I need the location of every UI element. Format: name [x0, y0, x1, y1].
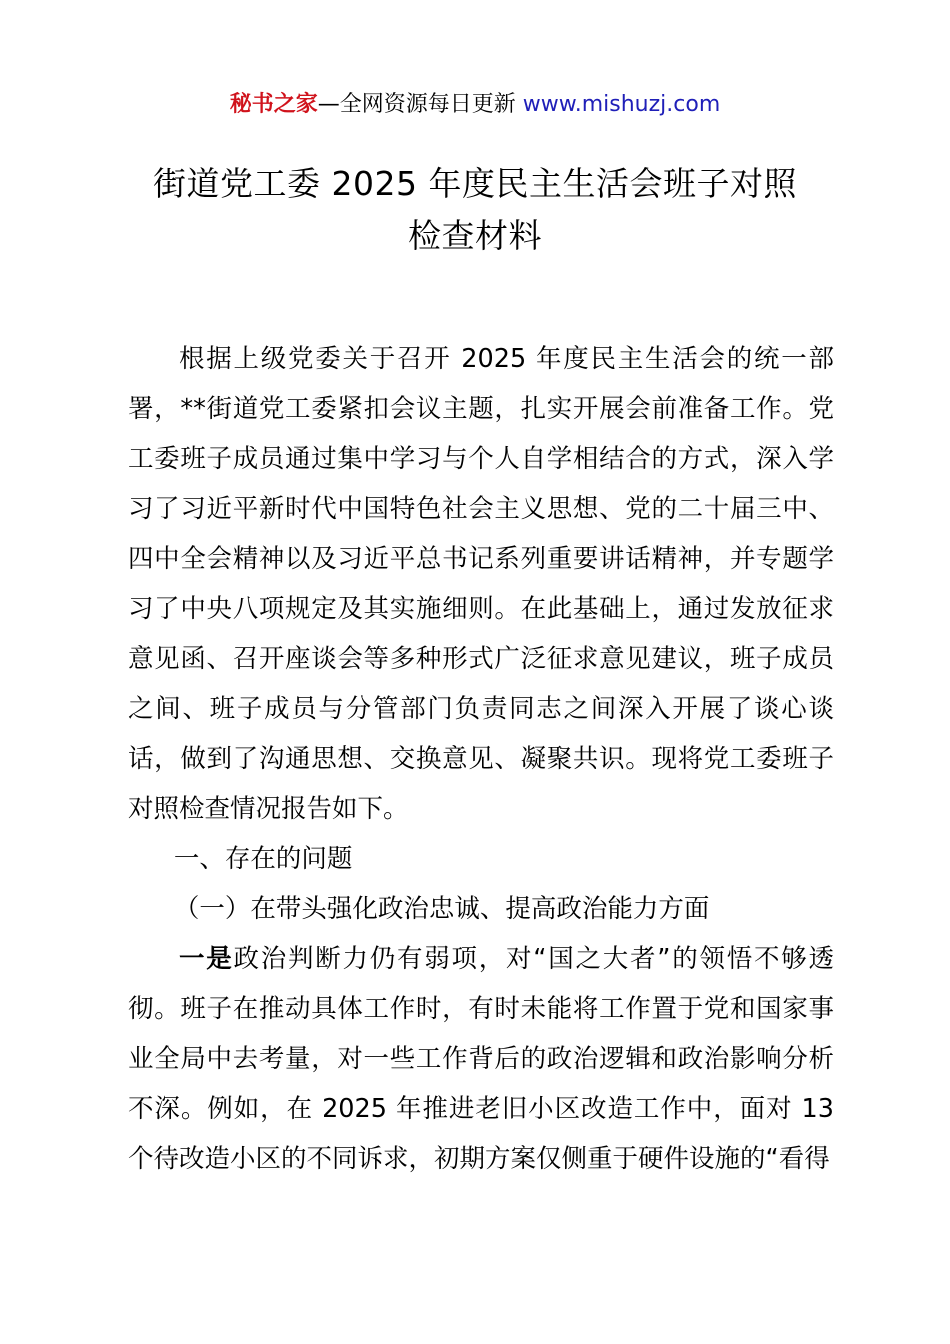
document-title — [80, 158, 870, 262]
subsection-heading: （一）在带头强化政治忠诚、提高政治能力方面 — [173, 894, 710, 924]
point-lead: 一是 — [179, 944, 234, 974]
header-tagline: —全网资源每日更新 — [317, 92, 516, 117]
title-line-1: 街道党工委 2025 年度民主生活会班子对照 — [153, 164, 797, 203]
watermark-header — [0, 88, 950, 122]
section-heading: 一、存在的问题 — [173, 844, 353, 874]
intro-paragraph: 根据上级党委关于召开 2025 年度民主生活会的统一部署，**街道党工委紧扣会议主题，扎实开展会前准备工作。党工委班子成员通过集中学习与个人自学相结合的方式，深入学习了习近平新时代中国特色社会主义思想、党的二十届三中、四中全会精神以及习近平总书记系列重要讲话精神，并专题学习了中央八项规定及其实施细则。在此基础上，通过发放征求意见函、召开座谈会等多种形式广泛征求意见建议，班子成员之间、班子成员与分管部门负责同志之间深入开展了谈心谈话，做到了沟通思想、交换意见、凝聚共识。现将党工委班子对照检查情况报告如下。 — [128, 344, 834, 824]
document-body — [128, 334, 834, 1184]
point-text: 政治判断力仍有弱项，对“国之大者”的领悟不够透彻。班子在推动具体工作时，有时未能将工作置于党和国家事业全局中去考量，对一些工作背后的政治逻辑和政治影响分析不深。例如，在 2025 年推进老旧小区改造工作中，面对 13 个待改造小区的不同诉求，初期方案仅侧重于硬件设施的“看得 — [128, 944, 834, 1174]
point-paragraph — [128, 934, 834, 1184]
site-url[interactable]: www.mishuzj.com — [522, 92, 721, 117]
brand-name: 秘书之家 — [229, 92, 318, 117]
title-line-2: 检查材料 — [408, 216, 542, 255]
